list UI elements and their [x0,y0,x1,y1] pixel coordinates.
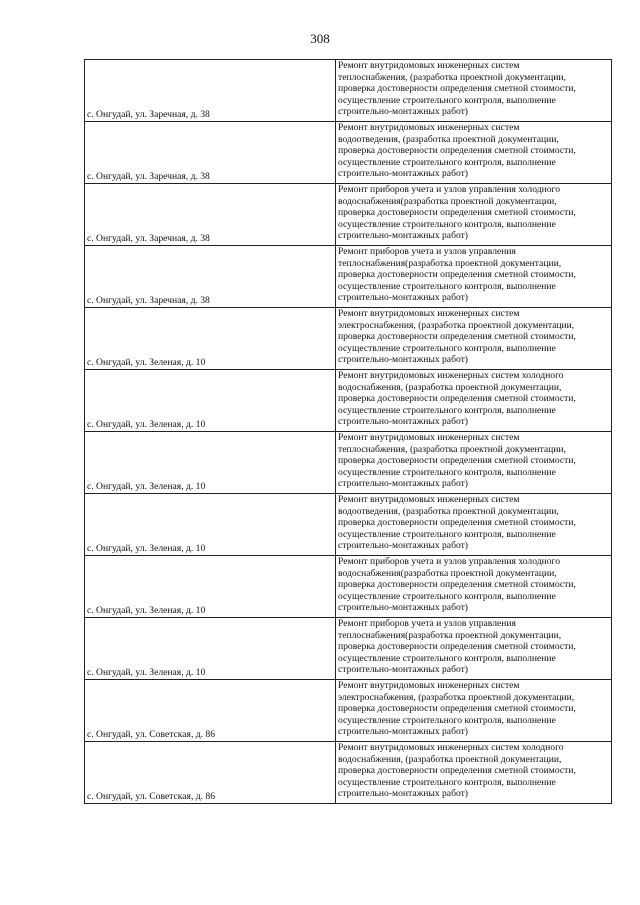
table-row [85,308,612,370]
page-number: 308 [310,31,330,46]
work-description-cell: Ремонт приборов учета и узлов управления холодного водоснабжения(разработка проектной документации, проверка достоверности определения сметной стоимости, осуществление строительного контроля, выполнение строительно-монтажных работ) [336,184,612,246]
work-description-cell: Ремонт внутридомовых инженерных систем холодного водоснабжения, (разработка проектной документации, проверка достоверности определения сметной стоимости, осуществление строительного контроля, выполнение строительно-монтажных работ) [336,370,612,432]
work-description-cell: Ремонт внутридомовых инженерных систем водоотведения, (разработка проектной документации, проверка достоверности определения сметной стоимости, осуществление строительного контроля, выполнение строительно-монтажных работ) [336,122,612,184]
address-cell: с. Онгудай, ул. Зеленая, д. 10 [85,308,336,370]
address-cell: с. Онгудай, ул. Заречная, д. 38 [85,184,336,246]
works-table-body [85,60,612,804]
table-row [85,370,612,432]
table-row [85,122,612,184]
work-description-cell: Ремонт внутридомовых инженерных систем теплоснабжения, (разработка проектной документации, проверка достоверности определения сметной стоимости, осуществление строительного контроля, выполнение строительно-монтажных работ) [336,432,612,494]
work-description-cell: Ремонт внутридомовых инженерных систем электроснабжения, (разработка проектной документации, проверка достоверности определения сметной стоимости, осуществление строительного контроля, выполнение строительно-монтажных работ) [336,680,612,742]
address-cell: с. Онгудай, ул. Зеленая, д. 10 [85,494,336,556]
work-description-cell: Ремонт внутридомовых инженерных систем электроснабжения, (разработка проектной документации, проверка достоверности определения сметной стоимости, осуществление строительного контроля, выполнение строительно-монтажных работ) [336,308,612,370]
table-row [85,742,612,804]
table-row [85,246,612,308]
address-cell: с. Онгудай, ул. Зеленая, д. 10 [85,618,336,680]
work-description-cell: Ремонт приборов учета и узлов управления теплоснабжения(разработка проектной документации, проверка достоверности определения сметной стоимости, осуществление строительного контроля, выполнение строительно-монтажных работ) [336,246,612,308]
address-cell: с. Онгудай, ул. Заречная, д. 38 [85,60,336,122]
table-row [85,60,612,122]
table-row [85,556,612,618]
work-description-cell: Ремонт внутридомовых инженерных систем холодного водоснабжения, (разработка проектной документации, проверка достоверности определения сметной стоимости, осуществление строительного контроля, выполнение строительно-монтажных работ) [336,742,612,804]
address-cell: с. Онгудай, ул. Зеленая, д. 10 [85,556,336,618]
table-row [85,680,612,742]
table-row [85,494,612,556]
address-cell: с. Онгудай, ул. Зеленая, д. 10 [85,432,336,494]
work-description-cell: Ремонт внутридомовых инженерных систем теплоснабжения, (разработка проектной документации, проверка достоверности определения сметной стоимости, осуществление строительного контроля, выполнение строительно-монтажных работ) [336,60,612,122]
table-row [85,184,612,246]
work-description-cell: Ремонт внутридомовых инженерных систем водоотведения, (разработка проектной документации, проверка достоверности определения сметной стоимости, осуществление строительного контроля, выполнение строительно-монтажных работ) [336,494,612,556]
address-cell: с. Онгудай, ул. Советская, д. 86 [85,742,336,804]
work-description-cell: Ремонт приборов учета и узлов управления холодного водоснабжения(разработка проектной документации, проверка достоверности определения сметной стоимости, осуществление строительного контроля, выполнение строительно-монтажных работ) [336,556,612,618]
address-cell: с. Онгудай, ул. Заречная, д. 38 [85,246,336,308]
address-cell: с. Онгудай, ул. Заречная, д. 38 [85,122,336,184]
works-table [84,59,612,804]
work-description-cell: Ремонт приборов учета и узлов управления теплоснабжения(разработка проектной документации, проверка достоверности определения сметной стоимости, осуществление строительного контроля, выполнение строительно-монтажных работ) [336,618,612,680]
table-row [85,618,612,680]
address-cell: с. Онгудай, ул. Зеленая, д. 10 [85,370,336,432]
table-row [85,432,612,494]
address-cell: с. Онгудай, ул. Советская, д. 86 [85,680,336,742]
